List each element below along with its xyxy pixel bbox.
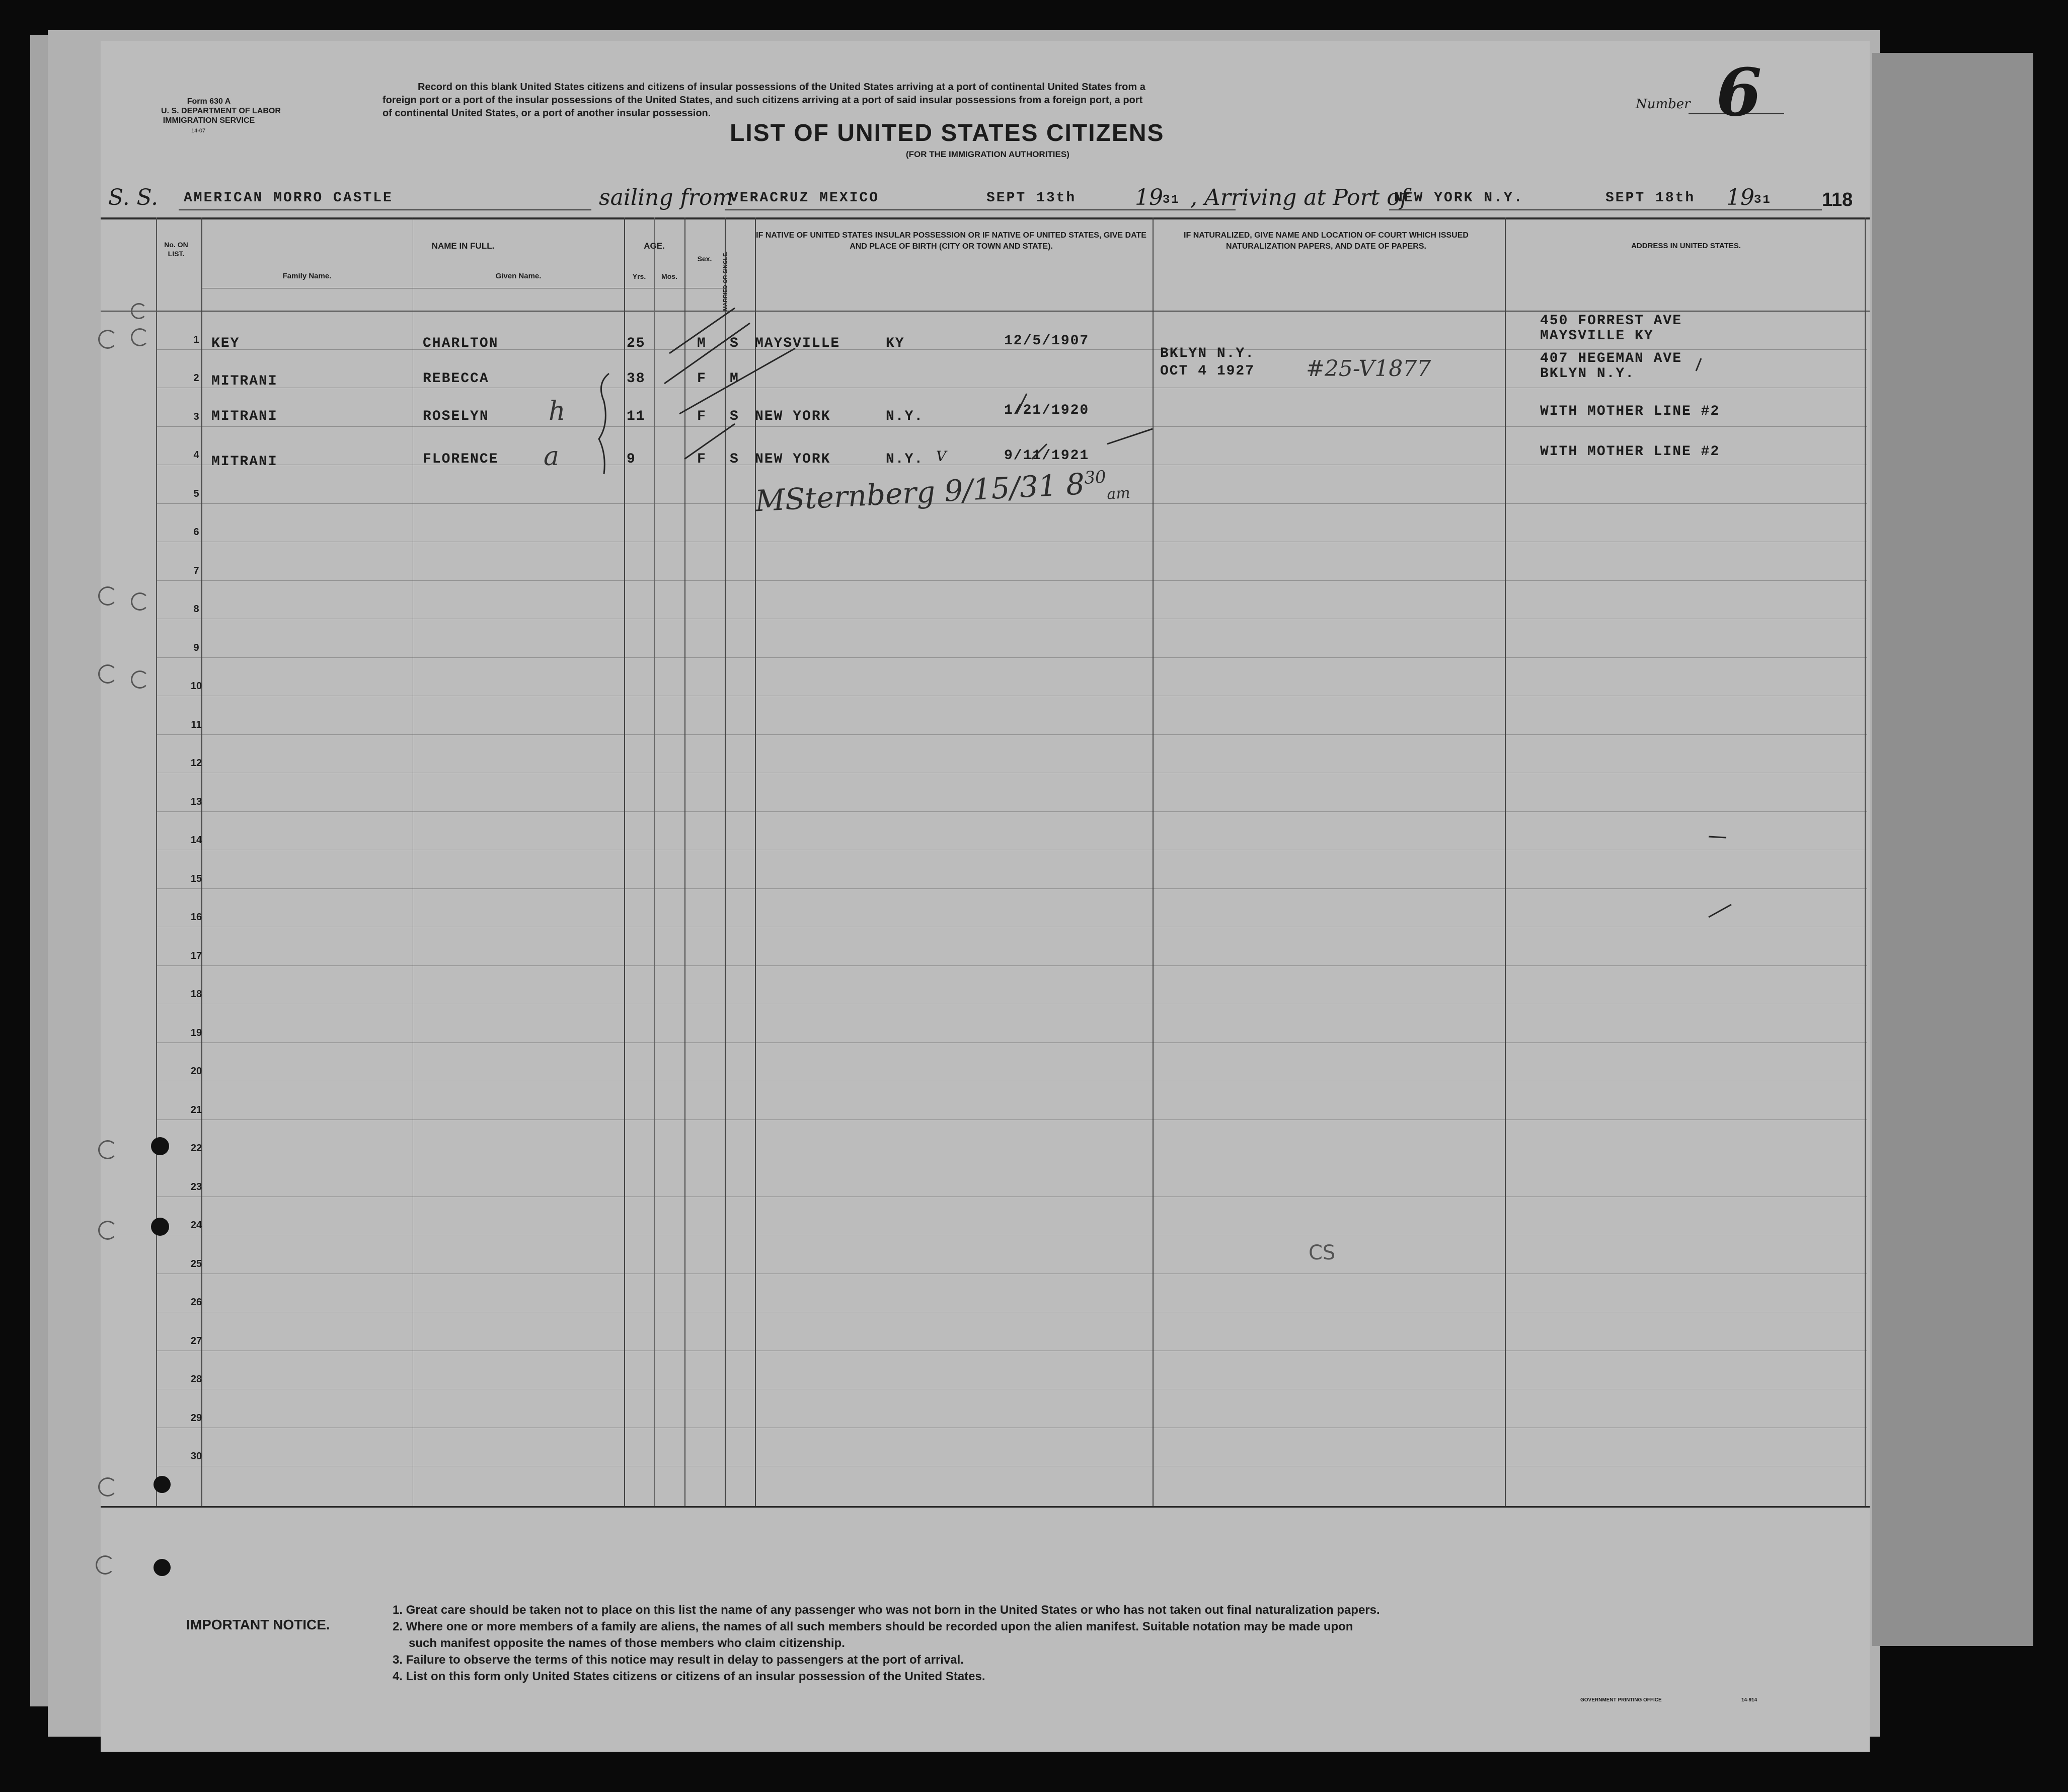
stamp-initials: CS bbox=[1309, 1241, 1336, 1264]
row-number: 27 bbox=[190, 1335, 202, 1347]
bracket bbox=[599, 374, 609, 474]
number-value: 6 bbox=[1716, 54, 1762, 131]
given-name: ROSELYN bbox=[423, 409, 489, 424]
birth-state: KY bbox=[886, 336, 905, 351]
col-yrs: Yrs. bbox=[632, 272, 646, 280]
col-birth: IF NATIVE OF UNITED STATES INSULAR POSSESSION OR IF NATIVE OF UNITED STATES, GIVE DATE AND PLACE OF BIRTH (CITY OR TOWN AND STATE). bbox=[756, 231, 1146, 251]
slash bbox=[1709, 905, 1731, 917]
col-sex: Sex. bbox=[697, 255, 712, 263]
ss-label: S. S. bbox=[108, 185, 159, 210]
notice-heading: IMPORTANT NOTICE. bbox=[186, 1617, 330, 1632]
signature-text: MSternberg 9/15/31 8 bbox=[754, 467, 1086, 518]
row-number: 8 bbox=[193, 604, 199, 615]
address-line2: BKLYN N.Y. bbox=[1540, 366, 1635, 382]
row-number: 15 bbox=[190, 873, 202, 884]
col-no-on-list: No. ON LIST. bbox=[164, 241, 188, 258]
col-family-name: Family Name. bbox=[282, 272, 332, 280]
row-number: 16 bbox=[190, 912, 202, 923]
pen-strokes bbox=[101, 41, 1870, 1551]
row-number: 10 bbox=[190, 681, 202, 692]
arrival-date: SEPT 18th bbox=[1605, 190, 1696, 206]
from-port: VERACRUZ MEXICO bbox=[730, 190, 880, 206]
page-title: LIST OF UNITED STATES CITIZENS bbox=[730, 120, 1165, 146]
row-number: 2 bbox=[193, 372, 199, 384]
intro-line: Record on this blank United States citizens and citizens of insular possessions of the United States arriving at a port of continental United States from a bbox=[418, 82, 1145, 93]
underlying-page-right bbox=[1872, 53, 2033, 1646]
birth-place: MAYSVILLE bbox=[755, 336, 840, 351]
slash bbox=[1032, 444, 1047, 459]
birth-place: NEW YORK bbox=[755, 452, 831, 467]
binder-hole-trace bbox=[98, 1221, 117, 1240]
address-line1: 450 FORREST AVE bbox=[1540, 313, 1682, 329]
row-number: 21 bbox=[190, 1104, 202, 1115]
marital-status: S bbox=[730, 452, 739, 467]
binder-hole-trace bbox=[98, 1477, 117, 1497]
marital-status: S bbox=[730, 409, 739, 424]
family-name: MITRANI bbox=[211, 409, 278, 424]
sailing-label: sailing from bbox=[599, 185, 734, 210]
binder-hole-trace bbox=[131, 303, 147, 319]
given-name: FLORENCE bbox=[423, 452, 499, 467]
arrival-year: 31 bbox=[1754, 193, 1772, 207]
handwritten-mark: h bbox=[549, 396, 566, 426]
birth-date: 12/5/1907 bbox=[1004, 333, 1090, 349]
binder-hole bbox=[154, 1476, 171, 1493]
page-subtitle: (FOR THE IMMIGRATION AUTHORITIES) bbox=[906, 150, 1069, 159]
col-naturalized: IF NATURALIZED, GIVE NAME AND LOCATION OF COURT WHICH ISSUED NATURALIZATION PAPERS, AND DATE OF PAPERS. bbox=[1184, 231, 1469, 251]
row-number: 26 bbox=[190, 1297, 202, 1308]
time-minutes: 30 bbox=[1084, 467, 1107, 488]
naturalized-court: BKLYN N.Y. bbox=[1160, 346, 1255, 361]
depart-year: 31 bbox=[1163, 193, 1180, 207]
age: 38 bbox=[627, 371, 646, 387]
slash bbox=[664, 323, 750, 384]
slash bbox=[1107, 429, 1153, 444]
notice-item: such manifest opposite the names of those members who claim citizenship. bbox=[409, 1636, 845, 1650]
sex: F bbox=[697, 452, 707, 467]
binder-hole bbox=[151, 1218, 169, 1236]
sex: M bbox=[697, 336, 707, 351]
binder-hole-trace bbox=[98, 586, 117, 606]
depart-date: SEPT 13th bbox=[986, 190, 1077, 206]
manifest-sheet bbox=[101, 41, 1870, 1752]
family-name: MITRANI bbox=[211, 374, 278, 389]
notice-item: 1. Great care should be taken not to place on this list the name of any passenger who was not born in the United States or who has not taken out final naturalization papers. bbox=[393, 1603, 1380, 1617]
handwritten-mark: a bbox=[544, 441, 560, 472]
row-number: 14 bbox=[190, 835, 202, 846]
row-number: 9 bbox=[193, 642, 199, 653]
slash bbox=[679, 348, 795, 414]
given-name: REBECCA bbox=[423, 371, 489, 387]
marital-status: S bbox=[730, 336, 739, 351]
binder-hole-trace bbox=[96, 1555, 115, 1575]
slash bbox=[684, 424, 735, 459]
form-number: Form 630 A bbox=[187, 97, 231, 106]
address-line2: MAYSVILLE KY bbox=[1540, 328, 1654, 344]
department: U. S. DEPARTMENT OF LABOR bbox=[161, 107, 281, 115]
birth-state: N.Y. bbox=[886, 409, 924, 424]
binder-hole-trace bbox=[131, 592, 149, 611]
service: IMMIGRATION SERVICE bbox=[163, 116, 255, 125]
arriving-label: , Arriving at Port of bbox=[1190, 185, 1408, 210]
row-number: 11 bbox=[191, 719, 202, 730]
ship-name: AMERICAN MORRO CASTLE bbox=[184, 190, 393, 206]
naturalized-date: OCT 4 1927 bbox=[1160, 363, 1255, 379]
col-address: ADDRESS IN UNITED STATES. bbox=[1631, 242, 1741, 250]
notice-item: 2. Where one or more members of a family are aliens, the names of all such members should be recorded upon the alien manifest. Suitable notation may be made upon bbox=[393, 1620, 1353, 1633]
page-number: 118 bbox=[1822, 189, 1853, 210]
sex: F bbox=[697, 371, 707, 387]
printer-code: 14-914 bbox=[1741, 1697, 1757, 1703]
certificate-number: #25-V1877 bbox=[1306, 356, 1431, 382]
row-number: 22 bbox=[190, 1143, 202, 1154]
notice-item: 3. Failure to observe the terms of this notice may result in delay to passengers at the port of arrival. bbox=[393, 1653, 964, 1667]
number-label: Number bbox=[1636, 97, 1691, 112]
age: 25 bbox=[627, 336, 646, 351]
address-line1: WITH MOTHER LINE #2 bbox=[1540, 444, 1720, 460]
birth-place: NEW YORK bbox=[755, 409, 831, 424]
handwritten-strokes bbox=[599, 308, 1731, 917]
row-number: 25 bbox=[190, 1258, 202, 1270]
col-married-single: MARRIED OR SINGLE. bbox=[722, 251, 729, 311]
row-number: 28 bbox=[190, 1374, 202, 1385]
slash bbox=[1696, 358, 1701, 371]
col-age: AGE. bbox=[644, 241, 665, 251]
row-number: 13 bbox=[190, 796, 202, 807]
row-number: 30 bbox=[190, 1451, 202, 1462]
row-number: 3 bbox=[193, 411, 199, 422]
printer: GOVERNMENT PRINTING OFFICE bbox=[1580, 1697, 1662, 1703]
binder-hole-trace bbox=[131, 328, 149, 346]
binder-hole-trace bbox=[98, 1140, 117, 1159]
row-number: 4 bbox=[193, 450, 199, 461]
notice-body bbox=[393, 1602, 1380, 1685]
slash bbox=[1017, 394, 1027, 414]
row-number: 1 bbox=[193, 334, 199, 345]
row-number: 6 bbox=[193, 527, 199, 538]
family-name: MITRANI bbox=[211, 454, 278, 470]
intro-line: of continental United States, or a port of another insular possession. bbox=[382, 108, 711, 119]
row-number: 24 bbox=[190, 1220, 202, 1231]
dash bbox=[1709, 837, 1726, 838]
sex: F bbox=[697, 409, 707, 424]
year-prefix: 19 bbox=[1135, 185, 1163, 210]
binder-hole-trace bbox=[98, 330, 117, 349]
age: 11 bbox=[627, 409, 646, 424]
slash bbox=[669, 308, 735, 353]
row-number: 12 bbox=[190, 758, 202, 769]
check-mark: V bbox=[936, 448, 947, 465]
birth-date: 1/21/1920 bbox=[1004, 403, 1090, 418]
arrival-port: NEW YORK N.Y. bbox=[1394, 190, 1524, 206]
row-number: 29 bbox=[190, 1412, 202, 1424]
marital-status: M bbox=[730, 371, 739, 387]
binder-hole bbox=[154, 1559, 171, 1576]
notice-item: 4. List on this form only United States citizens or citizens of an insular possession of the United States. bbox=[393, 1670, 985, 1683]
year-prefix: 19 bbox=[1726, 185, 1754, 210]
row-number: 5 bbox=[193, 488, 199, 499]
row-number: 20 bbox=[190, 1066, 202, 1077]
binder-hole bbox=[151, 1137, 169, 1155]
binder-hole-trace bbox=[98, 664, 117, 684]
birth-date: 9/11/1921 bbox=[1004, 448, 1090, 464]
age: 9 bbox=[627, 452, 636, 467]
family-name: KEY bbox=[211, 336, 240, 351]
row-number: 18 bbox=[190, 989, 202, 1000]
row-number: 17 bbox=[190, 950, 202, 961]
col-given-name: Given Name. bbox=[495, 272, 542, 280]
col-name-in-full: NAME IN FULL. bbox=[431, 241, 495, 251]
address-line1: WITH MOTHER LINE #2 bbox=[1540, 404, 1720, 419]
birth-state: N.Y. bbox=[886, 452, 924, 467]
col-mos: Mos. bbox=[661, 272, 677, 280]
row-number: 7 bbox=[193, 565, 199, 576]
time-am: am bbox=[1106, 484, 1131, 503]
intro-line: foreign port or a port of the insular possessions of the United States, and such citizens arriving at a port of said insular possessions from a foreign port, a port bbox=[382, 95, 1143, 106]
form-code: 14-07 bbox=[191, 128, 206, 134]
given-name: CHARLTON bbox=[423, 336, 499, 351]
row-number: 19 bbox=[190, 1027, 202, 1038]
address-line1: 407 HEGEMAN AVE bbox=[1540, 351, 1682, 366]
row-number: 23 bbox=[190, 1181, 202, 1192]
binder-hole-trace bbox=[131, 670, 149, 689]
